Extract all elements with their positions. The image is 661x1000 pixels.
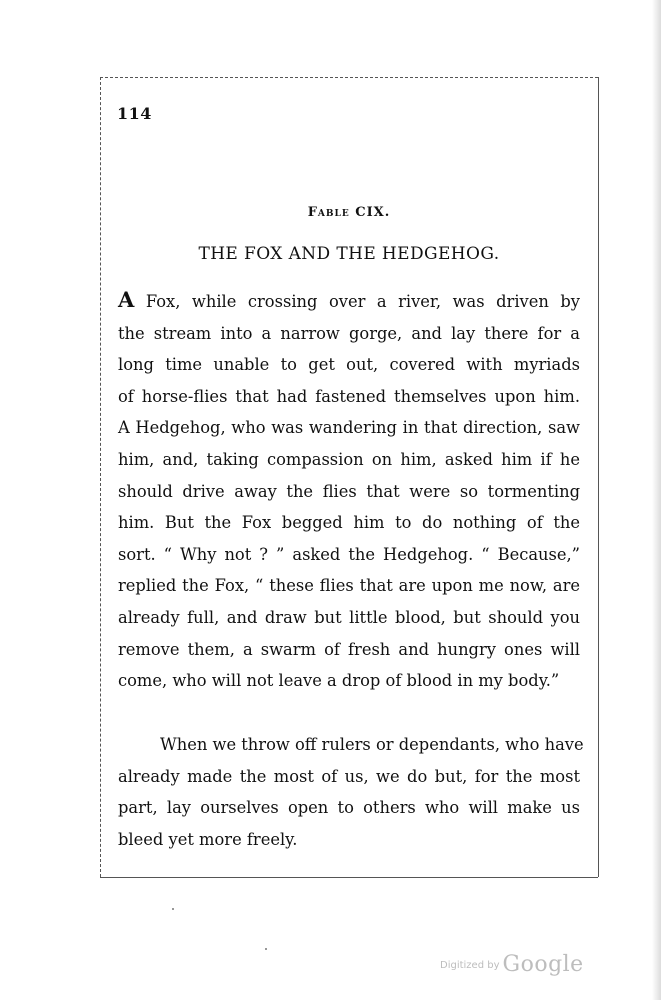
fable-number: Fable CIX. xyxy=(307,205,391,220)
page-number: 114 xyxy=(117,104,152,123)
body-line: sort. “ Why not ? ” asked the Hedgehog. “ Because,” xyxy=(118,544,580,564)
digitized-watermark xyxy=(440,952,584,977)
body-line: remove them, a swarm of fresh and hungry ones will xyxy=(118,639,580,659)
moral-line: When we throw off rulers or dependants, who have xyxy=(160,735,584,754)
body-line: long time unable to get out, covered with myriads xyxy=(118,355,580,375)
border-bottom xyxy=(100,877,598,878)
fable-moral xyxy=(118,729,584,855)
body-line: of horse-flies that had fastened themselves upon him. xyxy=(118,386,580,406)
page-edge xyxy=(652,0,661,1000)
moral-line: already made the most of us, we do but, for the most xyxy=(118,766,580,786)
drop-cap: A xyxy=(118,287,135,312)
body-line: should drive away the flies that were so tormenting xyxy=(118,481,580,501)
fable-body xyxy=(118,284,580,697)
body-line: him. But the Fox begged him to do nothing of the xyxy=(118,513,580,533)
body-line: the stream into a narrow gorge, and lay there for a xyxy=(118,323,580,343)
body-line: already full, and draw but little blood, but should you xyxy=(118,607,580,627)
body-line: replied the Fox, “ these flies that are upon me now, are xyxy=(118,576,580,596)
google-logo: Google xyxy=(502,952,584,977)
border-right xyxy=(598,77,599,877)
border-left xyxy=(100,77,101,877)
moral-line: part, lay ourselves open to others who will make us xyxy=(118,798,580,818)
body-line: A Hedgehog, who was wandering in that direction, saw xyxy=(118,418,580,438)
body-line: him, and, taking compassion on him, asked him if he xyxy=(118,449,580,469)
body-line: come, who will not leave a drop of blood in my body.” xyxy=(118,671,560,691)
fable-title: THE FOX AND THE HEDGEHOG. xyxy=(198,244,500,264)
digitized-by-label: Digitized by xyxy=(440,960,500,971)
body-line-1-text: Fox, while crossing over a river, was driven by xyxy=(145,292,580,311)
paper-speck xyxy=(172,908,174,910)
body-line-1 xyxy=(118,284,580,318)
paper-speck xyxy=(265,948,267,950)
moral-line: bleed yet more freely. xyxy=(118,829,298,849)
border-top xyxy=(100,77,598,78)
